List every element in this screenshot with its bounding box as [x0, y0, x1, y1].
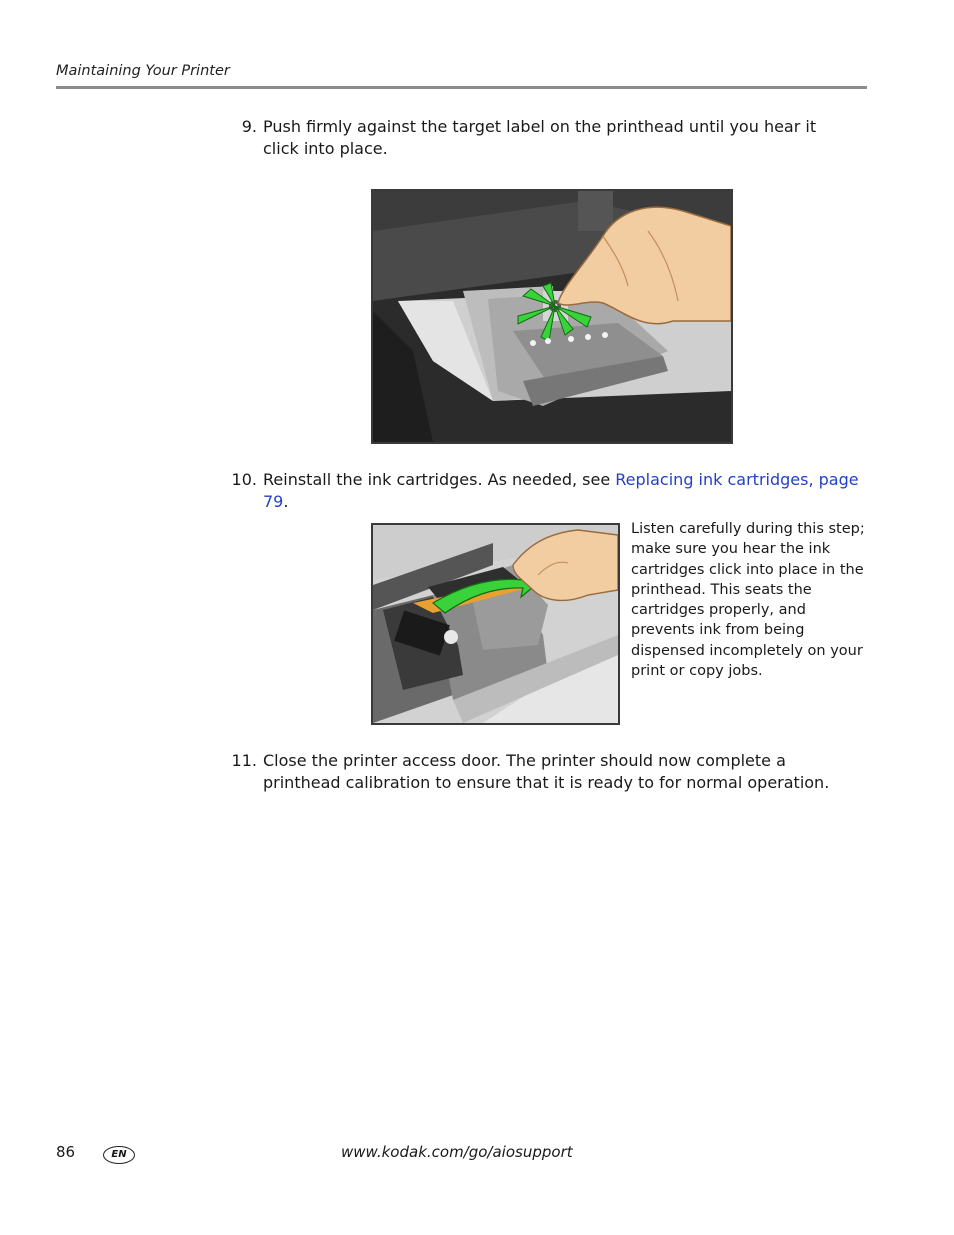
support-url[interactable]: www.kodak.com/go/aiosupport: [341, 1143, 573, 1161]
page-number: 86: [56, 1143, 76, 1161]
step-text-after: .: [283, 492, 289, 511]
step-number: 9.: [241, 117, 257, 136]
step-text: Push firmly against the target label on the printhead until you hear it click into place.: [263, 117, 817, 158]
step-number: 11.: [231, 751, 257, 770]
header-title: Maintaining Your Printer: [56, 63, 230, 79]
step-text: Close the printer access door. The printer should now complete a printhead calibration to ensure that it is ready to for normal operation.: [263, 751, 830, 792]
header-rule: [56, 86, 867, 89]
language-badge: EN: [103, 1146, 135, 1164]
step-number: 10.: [231, 470, 257, 489]
cartridge-click-note: Listen carefully during this step; make sure you hear the ink cartridges click into place in the printhead. This seats the cartridges properly, and prevents ink from being dispensed incompletely on your print or copy jobs.: [631, 521, 865, 680]
step-text-before: Reinstall the ink cartridges. As needed, see: [263, 470, 616, 489]
replacing-ink-cartridges-link[interactable]: Replacing ink cartridges, page 79: [263, 470, 859, 511]
step-text: [263, 469, 883, 513]
printhead-press-illustration: [371, 189, 733, 444]
ink-cartridge-install-illustration: [371, 523, 620, 725]
